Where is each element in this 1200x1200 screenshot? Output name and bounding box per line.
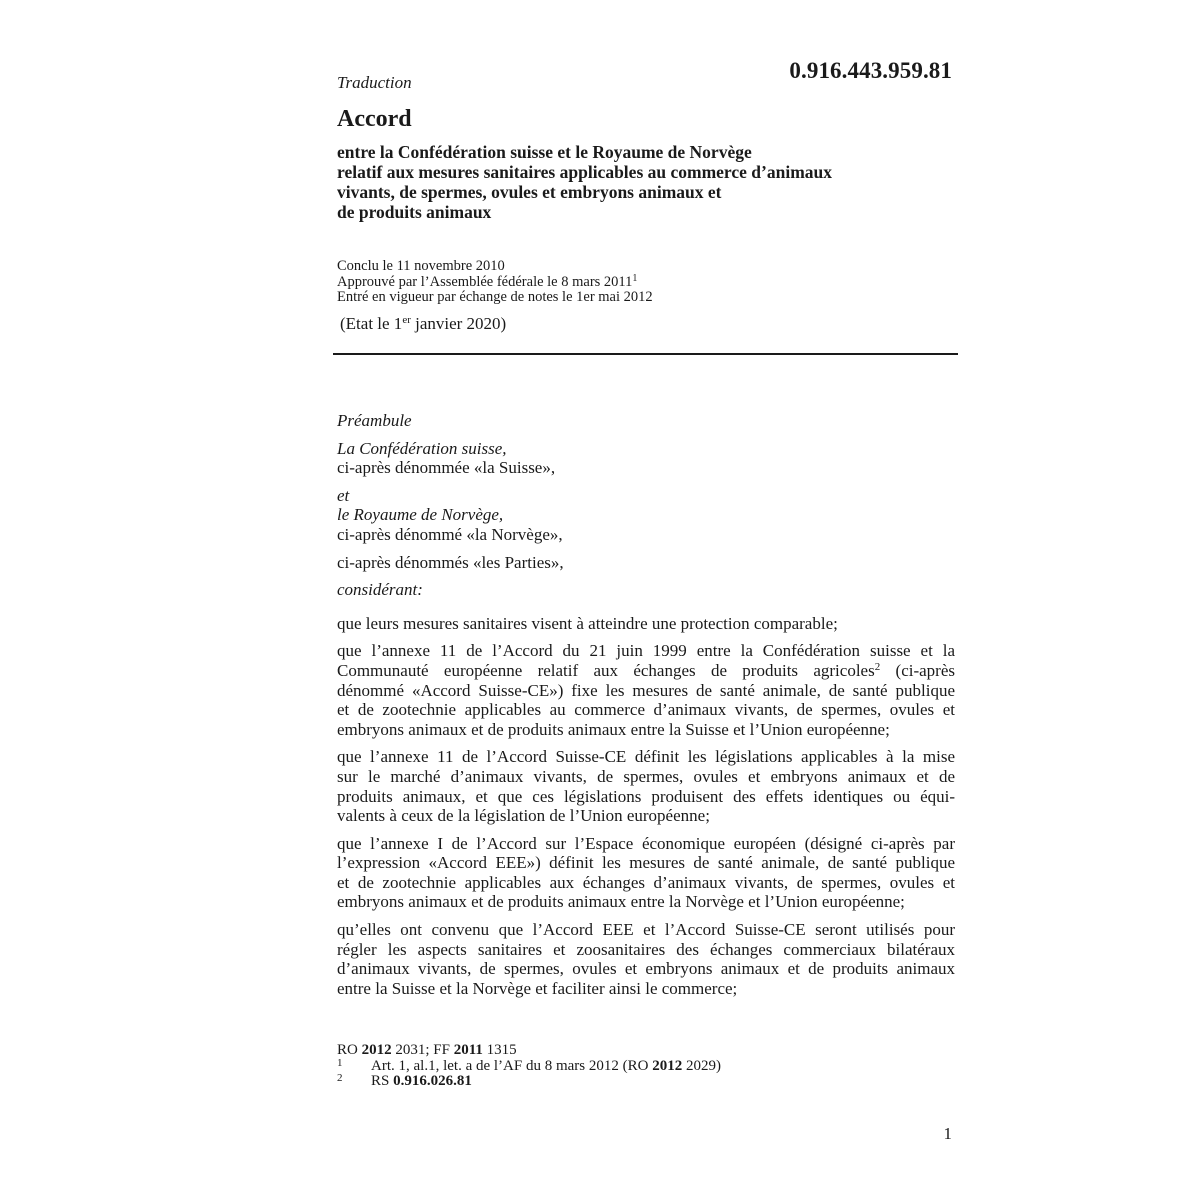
footnote-ref[interactable]: 1 <box>632 272 638 284</box>
consideration-paragraph: qu’elles ont convenu que l’Accord EEE et l’Accord Suisse-CE seront utilisés pour régler les aspects sanitaires et zoosanitaires des échanges commerciaux bilatéraux d’animaux vivants, de spermes, ovules et embryons animaux et de produits animaux entre la Suisse et la Norvège et faciliter ainsi le commerce; <box>337 920 955 998</box>
translation-label: Traduction <box>337 73 412 92</box>
consideration-paragraph: que leurs mesures sanitaires visent à atteindre une protection comparable; <box>337 613 838 633</box>
consideration-paragraph: que l’annexe 11 de l’Accord Suisse-CE définit les législations applicables à la mise sur le marché d’animaux vivants, de spermes, ovules et embryons animaux et de produits animaux, et que ces législations produisent des effets identiques ou équi- valents à ceux de la législation de l’Union européenne; <box>337 747 955 826</box>
subtitle-line: relatif aux mesures sanitaires applicables au commerce d’animaux <box>337 162 832 182</box>
agreement-subtitle <box>337 142 937 222</box>
footnotes <box>337 1043 721 1090</box>
party-alias: ci-après dénommé «la Norvège», <box>337 524 563 544</box>
footnote-1: 1 Art. 1, al.1, let. a de l’AF du 8 mars 2012 (RO 2012 2029) <box>337 1056 721 1074</box>
subtitle-line: entre la Confédération suisse et le Royaume de Norvège <box>337 142 752 162</box>
consideration-paragraph: que l’annexe 11 de l’Accord du 21 juin 1999 entre la Confédération suisse et la Communauté européenne relatif aux échanges de produits agricoles$^2$ (ci-après dénommé «Accord Suisse-CE») fixe les mesures de santé animale, de santé publique et de zootechnie applicables au commerce d’animaux vivants, de spermes, ovules et embryons animaux et de produits animaux entre la Suisse et l’Union européenne; <box>337 641 955 739</box>
document-number: 0.916.443.959.81 <box>789 58 952 83</box>
page-number: 1 <box>943 1124 952 1143</box>
party-name: La Confédération suisse, <box>337 438 507 458</box>
preamble-section <box>337 411 955 1006</box>
agreement-metadata <box>337 259 653 306</box>
considering-heading: considérant: <box>337 580 423 600</box>
party-name: le Royaume de Norvège, <box>337 505 504 525</box>
footnote-2: 2 RS 0.916.026.81 <box>337 1072 472 1089</box>
party-switzerland <box>337 439 955 478</box>
entry-into-force: Entré en vigueur par échange de notes le 1er mai 2012 <box>337 289 653 305</box>
party-alias: ci-après dénommée «la Suisse», <box>337 458 556 478</box>
preamble-heading: Préambule <box>337 411 412 430</box>
consideration-paragraph: que l’annexe I de l’Accord sur l’Espace économique européen (désigné ci-après par l’expression «Accord EEE») définit les mesures de santé animale, de santé publique et de zootechnie applicables aux échanges d’animaux vivants, de spermes, ovules et embryons animaux et de produits animaux entre la Norvège et l’Union européenne; <box>337 833 955 912</box>
subtitle-line: de produits animaux <box>337 202 492 222</box>
concluded-date: Conclu le 11 novembre 2010 <box>337 258 505 274</box>
party-norway <box>337 486 955 545</box>
publication-reference: RO 2012 2031; FF 2011 1315 <box>337 1042 517 1058</box>
state-date: (Etat le 1er janvier 2020) <box>340 314 507 333</box>
parties-alias: ci-après dénommés «les Parties», <box>337 552 564 572</box>
approval-date: Approuvé par l’Assemblée fédérale le 8 mars 2011$^1$ <box>337 272 638 290</box>
document-page <box>337 0 955 1200</box>
footnote-ref[interactable]: 2 <box>874 660 881 673</box>
conjunction: et <box>337 485 350 505</box>
agreement-title: Accord <box>337 106 412 132</box>
header-divider <box>333 353 958 355</box>
subtitle-line: vivants, de spermes, ovules et embryons animaux et <box>337 182 722 202</box>
